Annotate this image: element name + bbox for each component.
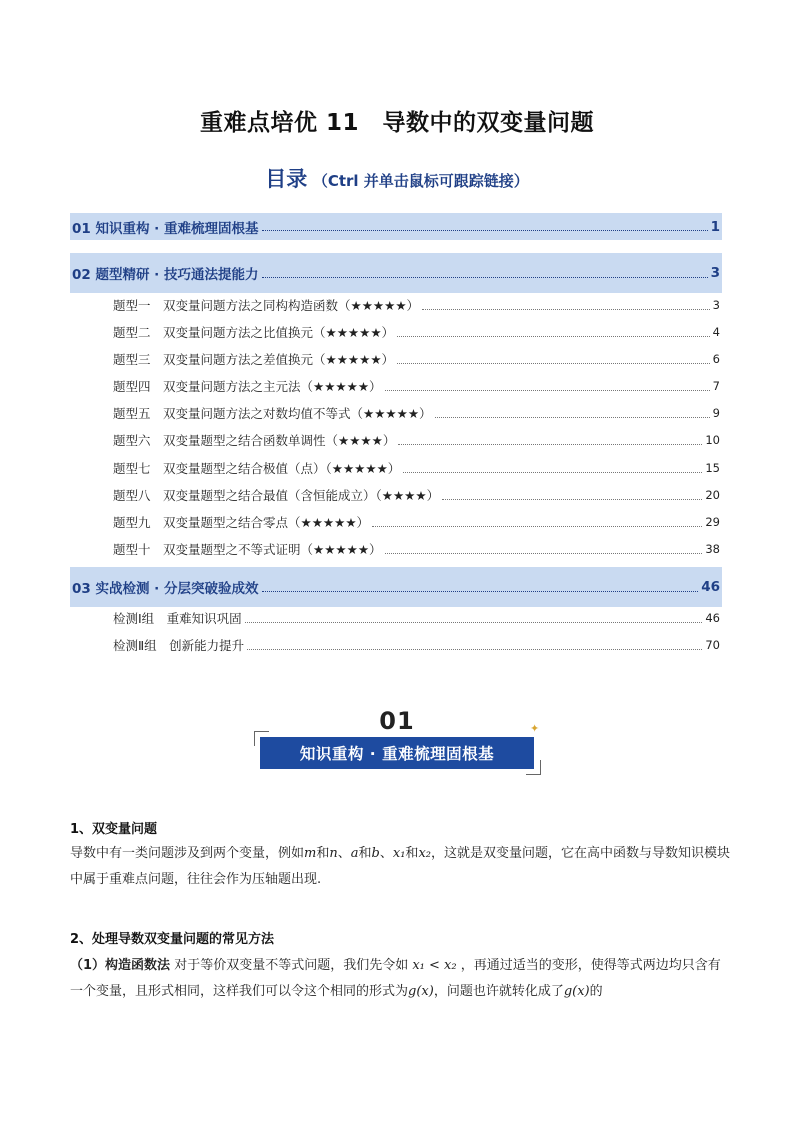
toc-section-page: 1 [710,218,720,235]
toc-heading [0,163,794,193]
toc-section-02[interactable] [70,253,722,293]
toc-item-label: 题型一 双变量问题方法之同构构造函数（★★★★★） [113,298,420,313]
bold-lead: （1）构造函数法 [70,958,171,973]
toc-item[interactable] [113,486,720,504]
leader-dots [245,622,703,623]
toc-section-03[interactable] [70,567,722,607]
math: n [329,846,338,861]
leader-dots [422,309,710,310]
leader-dots [435,417,710,418]
toc-item[interactable] [113,459,720,477]
leader-dots [397,336,710,337]
toc-item-label: 题型四 双变量问题方法之主元法（★★★★★） [113,379,382,394]
text: 、 [337,846,351,861]
toc-section-page: 3 [710,265,720,281]
toc-item-page: 20 [705,488,720,502]
text: 和 [358,846,372,861]
math: a [350,846,359,861]
toc-note: （Ctrl 并单击鼠标可跟踪链接） [312,172,529,190]
toc-title: 目录 [265,167,308,191]
math: x₂ [418,846,431,861]
toc-item-page: 4 [712,325,720,339]
page-title: 重难点培优 11 导数中的双变量问题 [199,110,594,136]
text: ，问题也许就转化成了 [433,984,564,999]
text: 导数中有一类问题涉及到两个变量，例如 [70,846,305,861]
leader-dots [262,277,708,278]
math: x₁ [392,846,406,861]
toc-item[interactable] [113,350,720,368]
section-heading-1: 1、双变量问题 [70,822,158,837]
toc-section-page: 46 [701,579,720,595]
toc-item-label: 题型六 双变量题型之结合函数单调性（★★★★） [113,433,396,448]
section-heading-2: 2、处理导数双变量问题的常见方法 [70,932,275,947]
leader-dots [262,230,708,231]
leader-dots [385,553,703,554]
toc-item-page: 3 [712,298,720,312]
toc-section-label: 01 知识重构 · 重难梳理固根基 [72,220,259,237]
math: b [371,846,380,861]
section-number: 01 [379,707,415,735]
leader-dots [397,363,710,364]
leader-dots [262,591,699,592]
text: 对于等价双变量不等式问题，我们先令如 [174,958,409,973]
text: 和 [316,846,330,861]
leader-dots [247,649,702,650]
toc-item[interactable] [113,377,720,395]
leader-dots [372,526,702,527]
toc-section-label: 03 实战检测 · 分层突破验成效 [72,581,259,597]
leader-dots [403,472,702,473]
toc-item-label: 题型三 双变量问题方法之差值换元（★★★★★） [113,352,395,367]
toc-item-label: 题型十 双变量题型之不等式证明（★★★★★） [113,542,382,557]
toc-item-label: 检测Ⅰ组 重难知识巩固 [113,611,242,626]
toc-item-label: 题型二 双变量问题方法之比值换元（★★★★★） [113,325,395,340]
toc-item[interactable] [113,323,720,341]
toc-section-01[interactable] [70,213,722,240]
paragraph-1 [70,841,730,893]
toc-item-label: 题型八 双变量题型之结合最值（含恒能成立）（★★★★） [113,488,440,503]
toc-item-page: 10 [705,433,720,447]
toc-item[interactable] [113,513,720,531]
toc-item-page: 9 [712,406,720,420]
toc-item[interactable] [113,540,720,558]
toc-item-page: 29 [705,515,720,529]
toc-item[interactable] [113,296,720,314]
toc-item-label: 题型五 双变量问题方法之对数均值不等式（★★★★★） [113,406,432,421]
leader-dots [442,499,702,500]
text: 、 [379,846,393,861]
text: 和 [405,846,419,861]
toc-item-page: 38 [705,542,720,556]
text: ，再通过适当的变形，使得等式两边均只含有一个变量，且形式相同，这样我们可以令这个相同的形式为 [70,958,721,999]
math: m [304,846,317,861]
toc-item-page: 70 [705,638,720,652]
toc-item-page: 7 [712,379,720,393]
leader-dots [398,444,702,445]
toc-item-label: 题型九 双变量题型之结合零点（★★★★★） [113,515,370,530]
toc-item[interactable] [113,431,720,449]
toc-item-label: 检测Ⅱ组 创新能力提升 [113,638,245,653]
toc-item-page: 46 [705,611,720,625]
sparkle-icon: ✦ [530,722,540,735]
math: g(x) [408,984,434,999]
toc-item[interactable] [113,404,720,422]
text: 的 [589,984,603,999]
toc-section-label: 02 题型精研 · 技巧通法提能力 [72,267,259,283]
toc-item[interactable] [113,609,720,627]
math: x₁ < x₂ [412,958,457,973]
toc-item-page: 15 [705,461,720,475]
paragraph-2 [70,953,730,1005]
section-badge: 知识重构 · 重难梳理固根基 [260,737,534,769]
text: ，这就是双变量问题，它在高中函数与导数知识模块中属于重难点问题，往往会作为压轴题出现. [70,846,730,887]
leader-dots [385,390,710,391]
toc-item-page: 6 [712,352,720,366]
toc-item[interactable] [113,636,720,654]
math: g(x) [563,984,590,999]
toc-item-label: 题型七 双变量题型之结合极值（点）（★★★★★） [113,461,401,476]
